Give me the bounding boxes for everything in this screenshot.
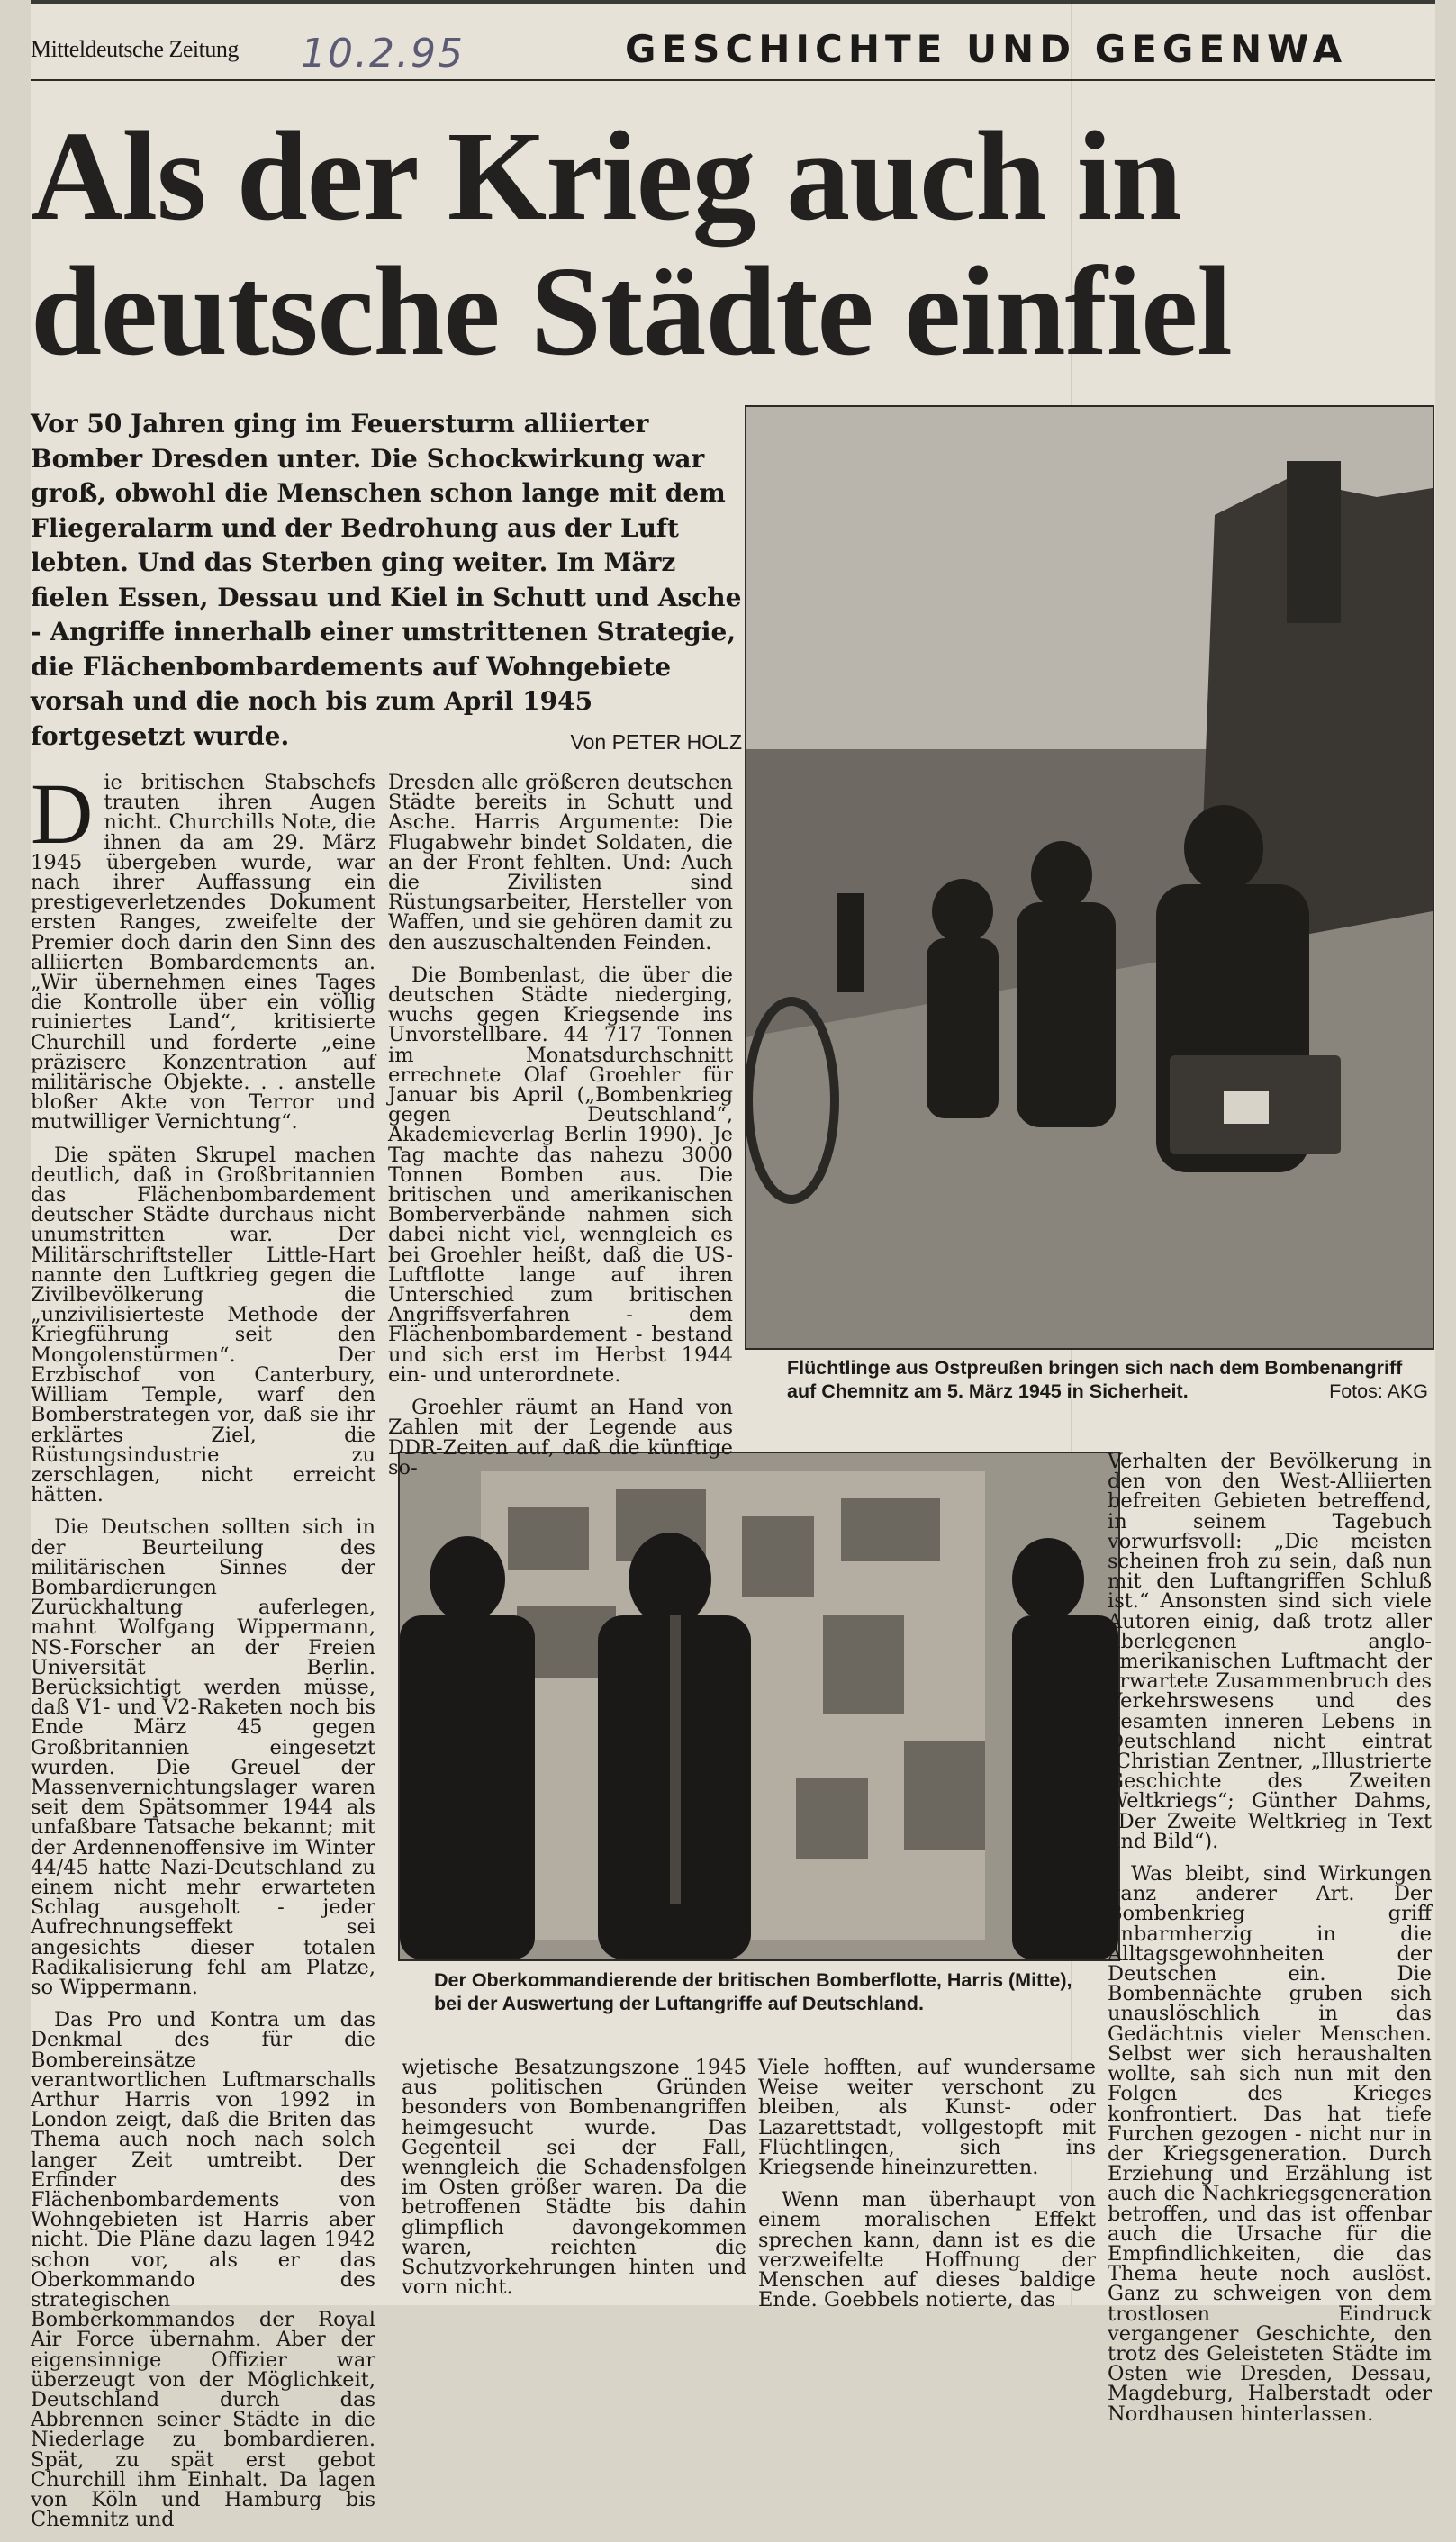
refugees-photo-image — [746, 407, 1433, 1348]
headline: Als der Krieg auch in deutsche Städte einfiel — [31, 104, 1232, 382]
paragraph: Dresden alle größeren deutschen Städte bereits in Schutt und Asche. Harris Argumente: Die Flugabwehr bindet Soldaten, die an der Front fehlten. Und: Auch die Zivilisten sind Rüstungsarbeiter, Hersteller von Waffen, und sie gehören damit zu den auszuschaltenden Feinden. — [388, 771, 733, 954]
paragraph: Was bleibt, sind Wirkungen ganz anderer Art. Der Bombenkrieg griff unbarmherzig in die Alltagsgewohnheiten der Deutschen ein. Die Bombennächte gruben sich unauslöschlich in das Gedächtnis vieler Menschen. Selbst wer sich heraushalten wollte, sah sich nun mit den Folgen des Krieges konfrontiert. Das hat tiefe Furchen gezogen - nicht nur in der Kriegsgeneration. Durch Erziehung und Erzählung ist auch die Nachkriegsgeneration betroffen, und das ist offenbar auch die Ursache für die Empfindlichkeiten, die das Thema heute noch auslöst. Ganz zu schweigen von dem trostlosen Eindruck vergangener Geschichte, den trotz des Geleisteten Städte im Osten wie Dresden, Dessau, Magdeburg, Halberstadt oder Nordhausen hinterlassen. — [1108, 1862, 1432, 2426]
paragraph — [31, 765, 375, 1135]
paragraph-text: ie britischen Stabschefs trauten ihren Augen nicht. Churchills Note, die ihnen da am 29. März 1945 übergeben wurde, war nach ihrer Auffassung ein prestigeverletzendes Dokument ersten Ranges, zweifelte der Premier doch darin den Sinn des alliierten Bombardements an. „Wir übernehmen eines Tages die Kontrolle über ein völlig ruiniertes Land“, kritisierte Churchill und forderte „eine präzisere Konzentration auf militärische Objekte. . . anstelle bloßer Akte von Terror und mutwilliger Vernichtung“. — [31, 771, 375, 1135]
refugees-caption-text: Flüchtlinge aus Ostpreußen bringen sich nach dem Bombenangriff auf Chemnitz am 5. März 1945 in Sicherheit. — [787, 1357, 1403, 1402]
paragraph: Viele hofften, auf wundersame Weise weiter verschont zu bleiben, als Kunst- oder Lazarettstadt, vollgestopft mit Flüchtlingen, sich ins Kriegsende hineinzuretten. — [758, 2056, 1096, 2180]
refugees-photo — [745, 405, 1434, 1350]
lead-text: Vor 50 Jahren ging im Feuersturm alliierter Bomber Dresden unter. Die Schockwirkung war groß, obwohl die Menschen schon lange mit dem Fliegeralarm und der Bedrohung aus der Luft lebten. Und das Sterben ging weiter. Im März fielen Essen, Dessau und Kiel in Schutt und Asche - Angriffe innerhalb einer umstrittenen Strategie, die Flächenbombardements auf Wohngebiete vorsah und die noch bis zum April 1945 fortgesetzt wurde. — [31, 409, 742, 751]
paragraph: Die Deutschen sollten sich in der Beurteilung des militärischen Sinnes der Bombardierungen Zurückhaltung auferlegen, mahnt Wolfgang Wippermann, NS-Forscher an der Freien Universität Berlin. Berücksichtigt werden müsse, daß V1- und V2-Raketen noch bis Ende März 45 gegen Großbritannien eingesetzt wurden. Die Greuel der Massenvernichtungslager waren seit dem Spätsommer 1944 als unfaßbare Tatsache bekannt; mit der Ardennenoffensive im Winter 44/45 hatte Nazi-Deutschland zu einem nicht mehr erwarteten Schlag ausgeholt - jeder Aufrechnungseffekt sei angesichts dieser totalen Radikalisierung fehl am Platze, so Wippermann. — [31, 1515, 375, 1999]
paper-name: Mitteldeutsche Zeitung — [31, 36, 239, 62]
article-column-2 — [388, 773, 733, 1490]
drop-cap: D — [31, 765, 94, 862]
paragraph: Die späten Skrupel machen deutlich, daß in Großbritannien das Flächenbombardement deutscher Städte durchaus nicht unumstritten war. Der Militärschriftsteller Little-Hart nannte den Luftkrieg gegen die Zivilbevölkerung die „unzivilisierteste Methode der Kriegführung seit den Mongolenstürmen“. Der Erzbischof von Canterbury, William Temple, warf den Bomberstrategen vor, daß sie ihr erklärtes Ziel, die Rüstungsindustrie zu zerschlagen, nicht erreicht hätten. — [31, 1143, 375, 1507]
byline: Von PETER HOLZ — [570, 729, 742, 754]
newspaper-clipping — [31, 0, 1435, 2532]
harris-caption — [434, 1968, 1082, 2015]
paragraph: Das Pro und Kontra um das Denkmal des für die Bombereinsätze verantwortlichen Luftmarschalls Arthur Harris von 1992 in London zeigt, daß die Briten das Thema auch noch nach solch langer Zeit umtreibt. Der Erfinder des Flächenbombardements von Wohngebieten ist Harris aber nicht. Die Pläne dazu lagen 1942 schon vor, als er das Oberkommando des strategischen Bomberkommandos der Royal Air Force übernahm. Aber der eigensinnige Offizier war überzeugt von der Möglichkeit, Deutschland durch das Abbrennen seiner Städte in die Niederlage zu bombardieren. Spät, zu spät erst gebot Churchill ihm Einhalt. Da lagen von Köln und Hamburg bis Chemnitz und — [31, 2008, 375, 2532]
paragraph: wjetische Besatzungszone 1945 aus politischen Gründen besonders von Bombenangriffen heimgesucht wurde. Das Gegenteil sei der Fall, wenngleich die Schadensfolgen im Osten größer waren. Da die betroffenen Städte bis dahin glimpflich davongekommen waren, reichten die Schutzvorkehrungen hinten und vorn nicht. — [402, 2056, 746, 2300]
harris-photo — [398, 1452, 1120, 1961]
lead-paragraph — [31, 407, 742, 759]
article-column-4 — [1108, 1452, 1432, 2437]
paragraph: Verhalten der Bevölkerung in den von den West-Alliierten befreiten Gebieten betreffend, in seinem Tagebuch vorwurfsvoll: „Die meisten scheinen froh zu sein, daß nun mit den Luftangriffen Schluß ist.“ Ansonsten sind sich viele Autoren einig, daß trotz aller überlegenen anglo-amerikanischen Luftmacht der erwartete Zusammenbruch des Verkehrswesens und des gesamten inneren Lebens in Deutschland nicht eintrat (Christian Zentner, „Illustrierte Geschichte des Zweiten Weltkriegs“; Günther Dahms, „Der Zweite Weltkrieg in Text und Bild“). — [1108, 1450, 1432, 1853]
masthead — [31, 16, 1435, 81]
handwritten-date: 10.2.95 — [301, 31, 465, 77]
harris-caption-text: Der Oberkommandierende der britischen Bomberflotte, Harris (Mitte), bei der Auswertung der Luftangriffe auf Deutschland. — [434, 1969, 1072, 2014]
photo-credit: Fotos: AKG — [1329, 1380, 1428, 1402]
paragraph: Wenn man überhaupt von einem moralischen Effekt sprechen kann, dann ist es die verzweifelte Hoffnung der Menschen auf dieses baldige Ende. Goebbels notierte, das — [758, 2188, 1096, 2312]
article-column-3 — [758, 2058, 1096, 2322]
paragraph: Die Bombenlast, die über die deutschen Städte niederging, wuchs gegen Kriegsende ins Unvorstellbare. 44 717 Tonnen im Monatsdurchschnitt errechnete Olaf Groehler für Januar bis April („Bombenkrieg gegen Deutschland“, Akademieverlag Berlin 1990). Je Tag machte das nahezu 3000 Tonnen Bomben aus. Die britischen und amerikanischen Bomberverbände nahmen sich dabei nicht viel, wenngleich es bei Groehler heißt, daß die US-Luftflotte lange auf ihren Unterschied zum britischen Angriffsverfahren - dem Flächenbombardement - bestand und sich erst im Herbst 1944 ein- und unterordnete. — [388, 963, 733, 1387]
top-rule — [31, 0, 1435, 4]
refugees-caption — [787, 1356, 1428, 1403]
paragraph: Groehler räumt an Hand von Zahlen mit der Legende aus DDR-Zeiten auf, daß die künftige so- — [388, 1396, 733, 1479]
section-title: GESCHICHTE UND GEGENWA — [625, 27, 1348, 71]
harris-photo-image — [400, 1453, 1118, 1959]
article-column-2-continued — [402, 2058, 746, 2310]
article-column-1 — [31, 765, 375, 2542]
